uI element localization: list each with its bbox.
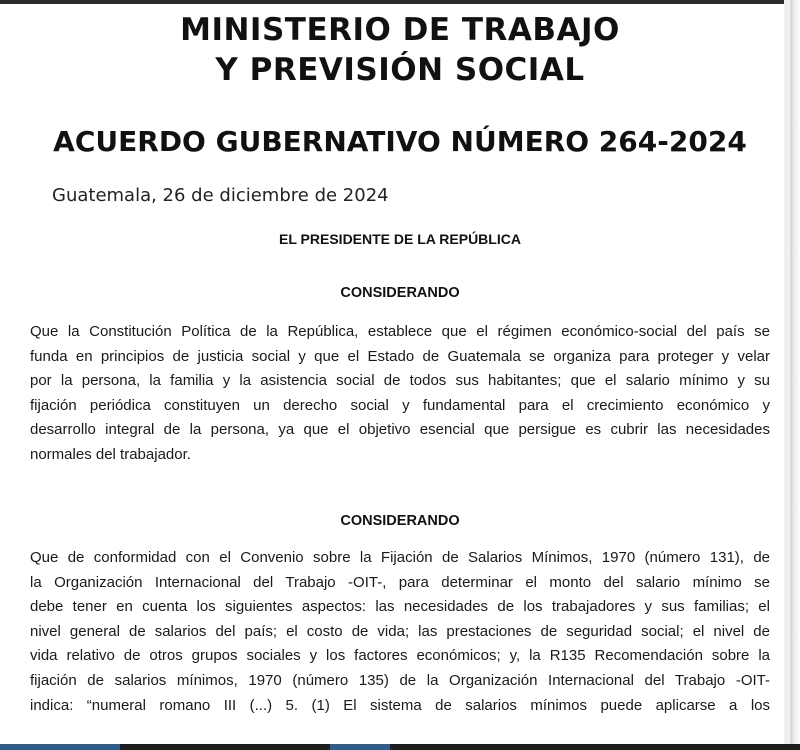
paragraph-line: funda en principios de justicia social y que el Estado de Guatemala se organiza para proteger y velar	[30, 347, 770, 365]
considerando-heading-1: CONSIDERANDO	[340, 285, 460, 301]
ministry-title-line2: Y PREVISIÓN SOCIAL	[215, 52, 585, 88]
president-line: EL PRESIDENTE DE LA REPÚBLICA	[279, 231, 521, 247]
acuerdo-title: ACUERDO GUBERNATIVO NÚMERO 264-2024	[53, 125, 747, 158]
paragraph-line: por la persona, la familia y la asistencia social de todos sus habitantes; que el salario mínimo y su	[30, 372, 770, 390]
paragraph-line: la Organización Internacional del Trabajo -OIT-, para determinar el monto del salario mínimo se	[30, 573, 770, 591]
paragraph-line: nivel general de salarios del país; el costo de vida; las prestaciones de seguridad social; el nivel de	[30, 622, 770, 640]
considerando-paragraph-2	[30, 546, 770, 718]
bottom-edge	[0, 744, 800, 750]
ministry-title-line1: MINISTERIO DE TRABAJO	[180, 12, 620, 48]
top-border	[0, 0, 800, 4]
paragraph-line: Que de conformidad con el Convenio sobre la Fijación de Salarios Mínimos, 1970 (número 131), de	[30, 549, 770, 566]
bottom-edge-segment	[330, 744, 390, 750]
paragraph-line: debe tener en cuenta los siguientes aspectos: las necesidades de los trabajadores y sus familias; el	[30, 598, 770, 616]
paragraph-line: normales del trabajador.	[30, 445, 191, 463]
paragraph-line: fijación de salarios mínimos, 1970 (número 135) de la Organización Internacional del Trabajo -OIT-	[30, 671, 770, 689]
considerando-paragraph-1	[30, 320, 770, 468]
ministry-title	[0, 10, 800, 90]
paragraph-line: indica: “numeral romano III (...) 5. (1) El sistema de salarios mínimos puede aplicarse a los	[30, 696, 770, 714]
paragraph-line: desarrollo integral de la persona, ya que el objetivo esencial que persigue es cubrir las necesidades	[30, 421, 770, 439]
paragraph-line: fijación periódica constituyen un derecho social y fundamental para el crecimiento económico y	[30, 396, 770, 414]
page-edge-shadow	[784, 0, 800, 750]
place-date: Guatemala, 26 de diciembre de 2024	[52, 185, 389, 206]
paragraph-line: Que la Constitución Política de la República, establece que el régimen económico-social del país se	[30, 323, 770, 340]
considerando-heading-2: CONSIDERANDO	[340, 513, 460, 529]
bottom-edge-segment	[0, 744, 120, 750]
paragraph-line: vida relativo de otros grupos sociales y los factores económicos; y, la R135 Recomendación sobre la	[30, 647, 770, 665]
